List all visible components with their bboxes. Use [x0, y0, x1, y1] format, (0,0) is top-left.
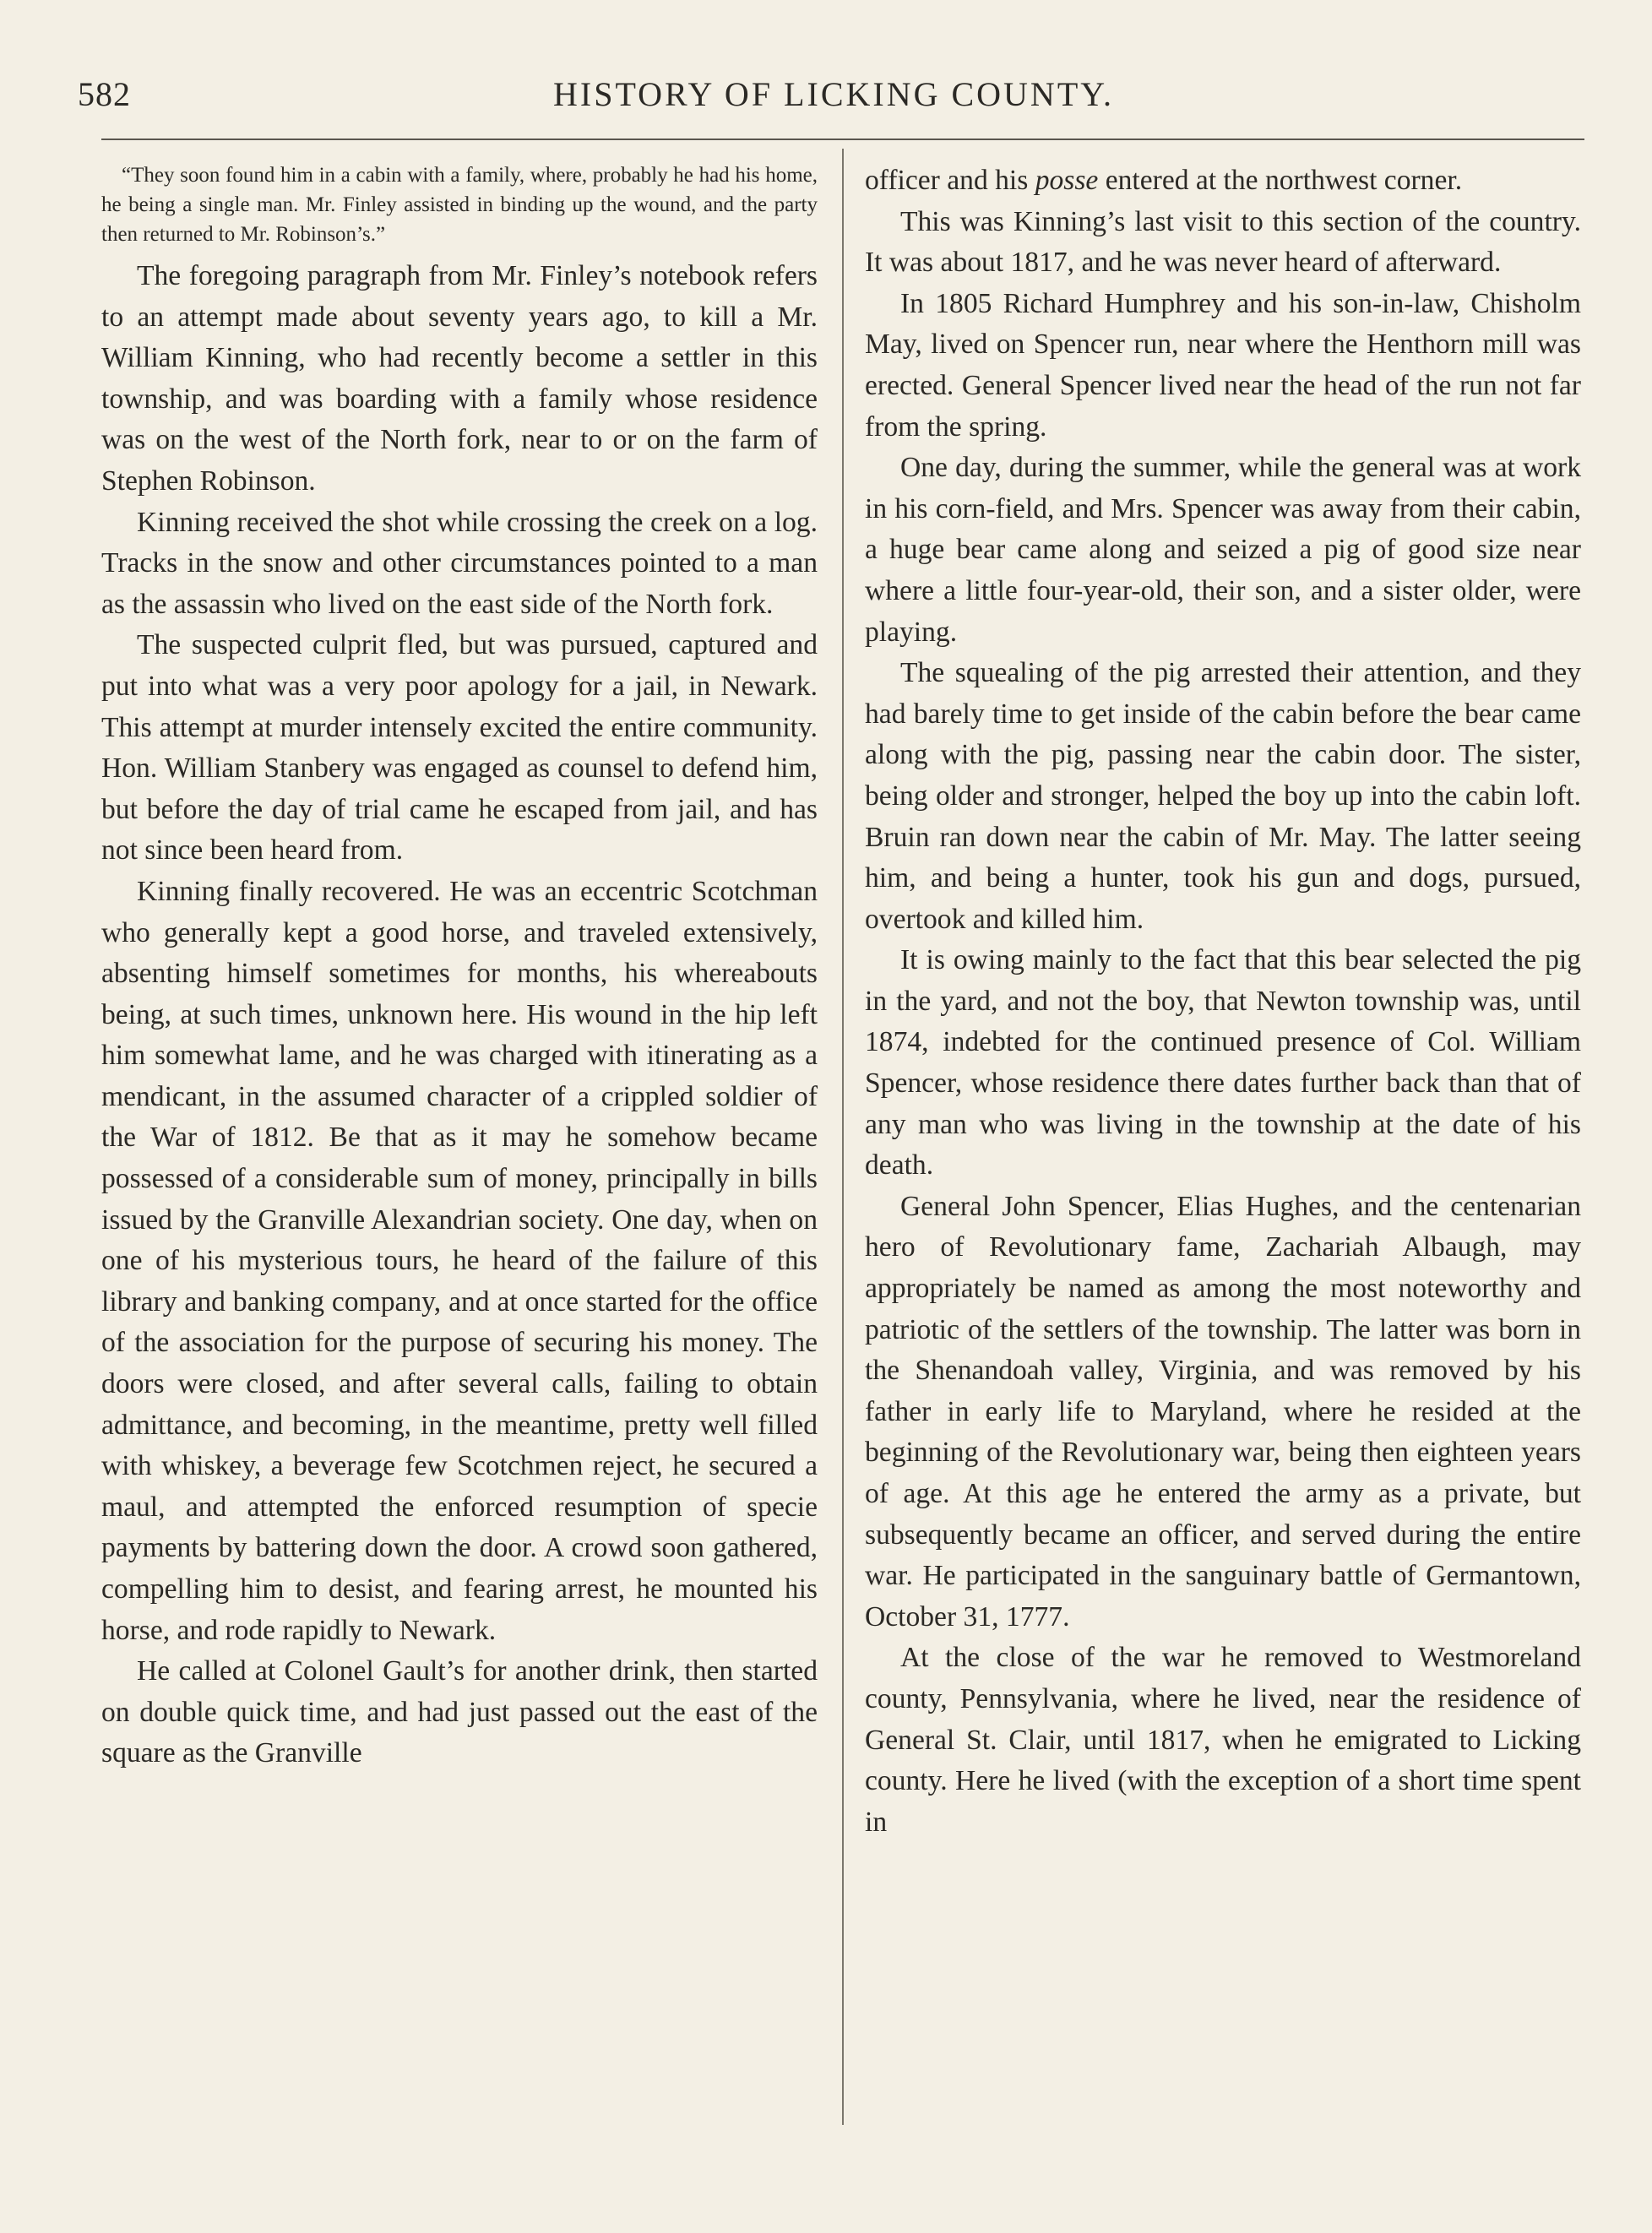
paragraph: He called at Colonel Gault’s for another drink, then started on double quick time, and had just passed out the east of the square as the Granville [101, 1655, 818, 1769]
paragraph: The suspected culprit fled, but was pursued, captured and put into what was a very poor apology for a jail, in Newark. This attempt at murder intensely excited the entire community. Hon. William Stanbery was engaged as counsel to defend him, but before the day of trial came he escaped from jail, and has not since been heard from. [101, 629, 818, 867]
quoted-passage: “They soon found him in a cabin with a family, where, probably he had his home, he being a single man. Mr. Finley assisted in binding up the wound, and the party then returned to Mr. Robinson’s.” [101, 164, 818, 246]
page-header [78, 74, 1590, 125]
column-divider [842, 149, 844, 2125]
continued-text-start: officer and his [865, 165, 1035, 196]
page-number: 582 [78, 75, 131, 113]
right-column [865, 160, 1581, 1843]
paragraph: In 1805 Richard Humphrey and his son-in-law, Chisholm May, lived on Spencer run, near where the Henthorn mill was erected. General Spencer lived near the head of the run not far from the spring. [865, 287, 1581, 443]
paragraph: This was Kinning’s last visit to this section of the country. It was about 1817, and he was never heard of afterward. [865, 205, 1581, 279]
italic-word: posse [1035, 165, 1099, 196]
paragraph: General John Spencer, Elias Hughes, and the centenarian hero of Revolutionary fame, Zachariah Albaugh, may appropriately be named as among the most noteworthy and patriotic of the settlers of the township. The latter was born in the Shenandoah valley, Virginia, and was removed by his father in early life to Maryland, where he resided at the beginning of the Revolutionary war, being then eighteen years of age. At this age he entered the army as a private, but subsequently became an officer, and served during the entire war. He participated in the sanguinary battle of Germantown, October 31, 1777. [865, 1190, 1581, 1633]
paragraph: It is owing mainly to the fact that this bear selected the pig in the yard, and not the boy, that Newton township was, until 1874, indebted for the continued presence of Col. William Spencer, whose residence there dates further back than that of any man who was living in the township at the date of his death. [865, 944, 1581, 1182]
paragraph: Kinning received the shot while crossing the creek on a log. Tracks in the snow and other circumstances pointed to a man as the assassin who lived on the east side of the North fork. [101, 506, 818, 620]
left-column [101, 160, 818, 1774]
continued-paragraph [865, 160, 1581, 202]
continued-text-end: entered at the northwest corner. [1098, 165, 1463, 196]
header-rule [101, 139, 1584, 140]
paragraph: One day, during the summer, while the general was at work in his corn-field, and Mrs. Spencer was away from their cabin, a huge bear came along and seized a pig of good size near where a little four-year-old, their son, and a sister older, were playing. [865, 452, 1581, 648]
running-head: HISTORY OF LICKING COUNTY. [553, 75, 1114, 113]
paragraph: The foregoing paragraph from Mr. Finley’s notebook refers to an attempt made about seventy years ago, to kill a Mr. William Kinning, who had recently become a settler in this township, and was boarding with a family whose residence was on the west of the North fork, near to or on the farm of Stephen Robinson. [101, 260, 818, 497]
paragraph: Kinning finally recovered. He was an eccentric Scotchman who generally kept a good horse, and traveled extensively, absenting himself sometimes for months, his whereabouts being, at such times, unknown here. His wound in the hip left him somewhat lame, and he was charged with itinerating as a mendicant, in the assumed character of a crippled soldier of the War of 1812. Be that as it may he somehow became possessed of a considerable sum of money, principally in bills issued by the Granville Alexandrian society. One day, when on one of his mysterious tours, he heard of the failure of this library and banking company, and at once started for the office of the association for the purpose of securing his money. The doors were closed, and after several calls, failing to obtain admittance, and becoming, in the meantime, pretty well filled with whiskey, a beverage few Scotchmen reject, he secured a maul, and attempted the enforced resumption of specie payments by battering down the door. A crowd soon gathered, compelling him to desist, and fearing arrest, he mounted his horse, and rode rapidly to Newark. [101, 875, 818, 1646]
paragraph: The squealing of the pig arrested their attention, and they had barely time to get inside of the cabin before the bear came along with the pig, passing near the cabin door. The sister, being older and stronger, helped the boy up into the cabin loft. Bruin ran down near the cabin of Mr. May. The latter seeing him, and being a hunter, took his gun and dogs, pursued, overtook and killed him. [865, 657, 1581, 935]
paragraph: At the close of the war he removed to Westmoreland county, Pennsylvania, where he lived, near the residence of General St. Clair, until 1817, when he emigrated to Licking county. Here he lived (with the exception of a short time spent in [865, 1642, 1581, 1838]
